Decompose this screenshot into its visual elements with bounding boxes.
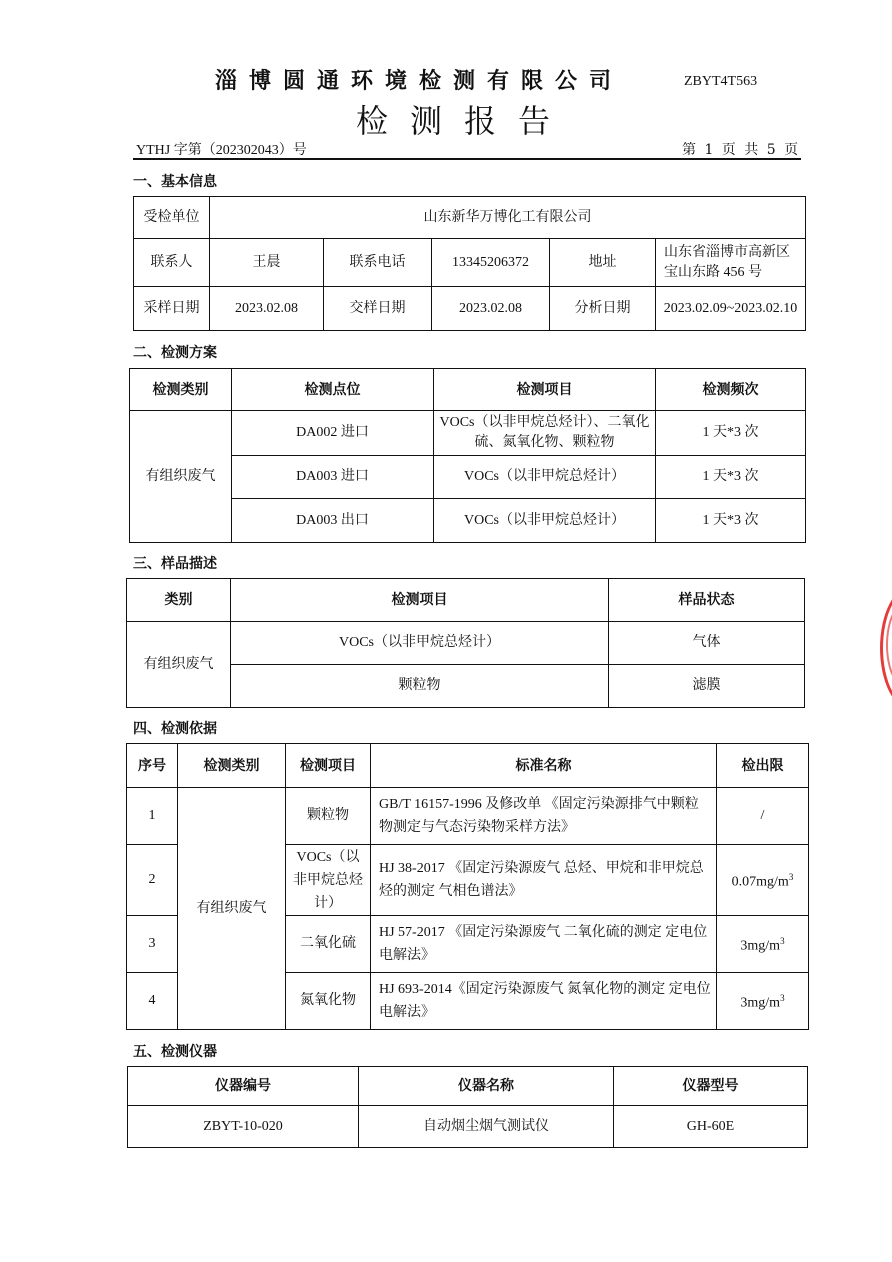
- plan-col-point: 检测点位: [232, 369, 434, 411]
- company-name: 淄博圆通环境检测有限公司: [215, 68, 624, 94]
- page-info: 第 1 页 共 5 页: [682, 142, 799, 158]
- sampling-date-label: 采样日期: [134, 287, 210, 331]
- analysis-date-label: 分析日期: [550, 287, 656, 331]
- basic-info-table: [133, 196, 806, 331]
- instrument-col-id: 仪器编号: [128, 1067, 359, 1106]
- sample-col-category: 类别: [127, 579, 231, 622]
- basis-col-category: 检测类别: [178, 744, 286, 788]
- sample-state: 滤膜: [609, 665, 805, 708]
- contact-label: 联系人: [134, 239, 210, 287]
- plan-table: [129, 368, 806, 543]
- address-label: 地址: [550, 239, 656, 287]
- basis-col-no: 序号: [127, 744, 178, 788]
- basis-col-limit: 检出限: [717, 744, 809, 788]
- instrument-col-name: 仪器名称: [359, 1067, 614, 1106]
- basis-item: VOCs（以非甲烷总烃计）: [286, 845, 371, 916]
- sample-col-state: 样品状态: [609, 579, 805, 622]
- basis-standard: HJ 57-2017 《固定污染源废气 二氧化硫的测定 定电位电解法》: [371, 916, 717, 973]
- basis-no: 2: [127, 845, 178, 916]
- sample-table: [126, 578, 805, 708]
- sample-state: 气体: [609, 622, 805, 665]
- plan-item: VOCs（以非甲烷总烃计）、二氧化硫、氮氧化物、颗粒物: [434, 411, 656, 456]
- plan-frequency: 1 天*3 次: [656, 456, 806, 499]
- basis-limit: $3mg/m^3$: [717, 973, 809, 1030]
- plan-col-category: 检测类别: [130, 369, 232, 411]
- plan-frequency: 1 天*3 次: [656, 411, 806, 456]
- instrument-table: [127, 1066, 808, 1148]
- section5-heading: 五、检测仪器: [133, 1044, 217, 1060]
- section4-heading: 四、检测依据: [133, 721, 217, 737]
- report-number: YTHJ 字第（202302043）号: [136, 143, 307, 158]
- plan-frequency: 1 天*3 次: [656, 499, 806, 543]
- client-value: 山东新华万博化工有限公司: [210, 197, 806, 239]
- document-code: ZBYT4T563: [684, 74, 758, 89]
- client-label: 受检单位: [134, 197, 210, 239]
- instrument-col-model: 仪器型号: [614, 1067, 808, 1106]
- sample-item: VOCs（以非甲烷总烃计）: [231, 622, 609, 665]
- basis-standard: HJ 693-2014《固定污染源废气 氮氧化物的测定 定电位电解法》: [371, 973, 717, 1030]
- basis-item: 二氧化硫: [286, 916, 371, 973]
- instrument-name: 自动烟尘烟气测试仪: [359, 1106, 614, 1148]
- report-title: 检测报告: [356, 102, 573, 140]
- basis-col-standard: 标准名称: [371, 744, 717, 788]
- delivery-date-label: 交样日期: [324, 287, 432, 331]
- plan-point: DA002 进口: [232, 411, 434, 456]
- basis-standard: HJ 38-2017 《固定污染源废气 总烃、甲烷和非甲烷总烃的测定 气相色谱法》: [371, 845, 717, 916]
- sampling-date-value: 2023.02.08: [210, 287, 324, 331]
- plan-point: DA003 出口: [232, 499, 434, 543]
- basis-table: [126, 743, 809, 1030]
- basis-limit: $3mg/m^3$: [717, 916, 809, 973]
- basis-no: 4: [127, 973, 178, 1030]
- instrument-model: GH-60E: [614, 1106, 808, 1148]
- address-value: 山东省淄博市高新区宝山东路 456 号: [656, 239, 806, 287]
- sample-category: 有组织废气: [127, 622, 231, 708]
- plan-point: DA003 进口: [232, 456, 434, 499]
- section1-heading: 一、基本信息: [133, 174, 217, 190]
- phone-value: 13345206372: [432, 239, 550, 287]
- basis-col-item: 检测项目: [286, 744, 371, 788]
- basis-item: 氮氧化物: [286, 973, 371, 1030]
- instrument-id: ZBYT-10-020: [128, 1106, 359, 1148]
- section3-heading: 三、样品描述: [133, 556, 217, 572]
- sample-item: 颗粒物: [231, 665, 609, 708]
- sample-col-item: 检测项目: [231, 579, 609, 622]
- plan-col-item: 检测项目: [434, 369, 656, 411]
- basis-category: 有组织废气: [178, 788, 286, 1030]
- header-divider: [133, 158, 801, 160]
- plan-item: VOCs（以非甲烷总烃计）: [434, 499, 656, 543]
- delivery-date-value: 2023.02.08: [432, 287, 550, 331]
- phone-label: 联系电话: [324, 239, 432, 287]
- basis-no: 1: [127, 788, 178, 845]
- basis-item: 颗粒物: [286, 788, 371, 845]
- plan-col-frequency: 检测频次: [656, 369, 806, 411]
- basis-standard: GB/T 16157-1996 及修改单 《固定污染源排气中颗粒物测定与气态污染物采样方法》: [371, 788, 717, 845]
- contact-value: 王晨: [210, 239, 324, 287]
- plan-category: 有组织废气: [130, 411, 232, 543]
- section2-heading: 二、检测方案: [133, 345, 217, 361]
- basis-limit: /: [717, 788, 809, 845]
- basis-limit: $0.07mg/m^3$: [717, 845, 809, 916]
- analysis-date-value: 2023.02.09~2023.02.10: [656, 287, 806, 331]
- plan-item: VOCs（以非甲烷总烃计）: [434, 456, 656, 499]
- basis-no: 3: [127, 916, 178, 973]
